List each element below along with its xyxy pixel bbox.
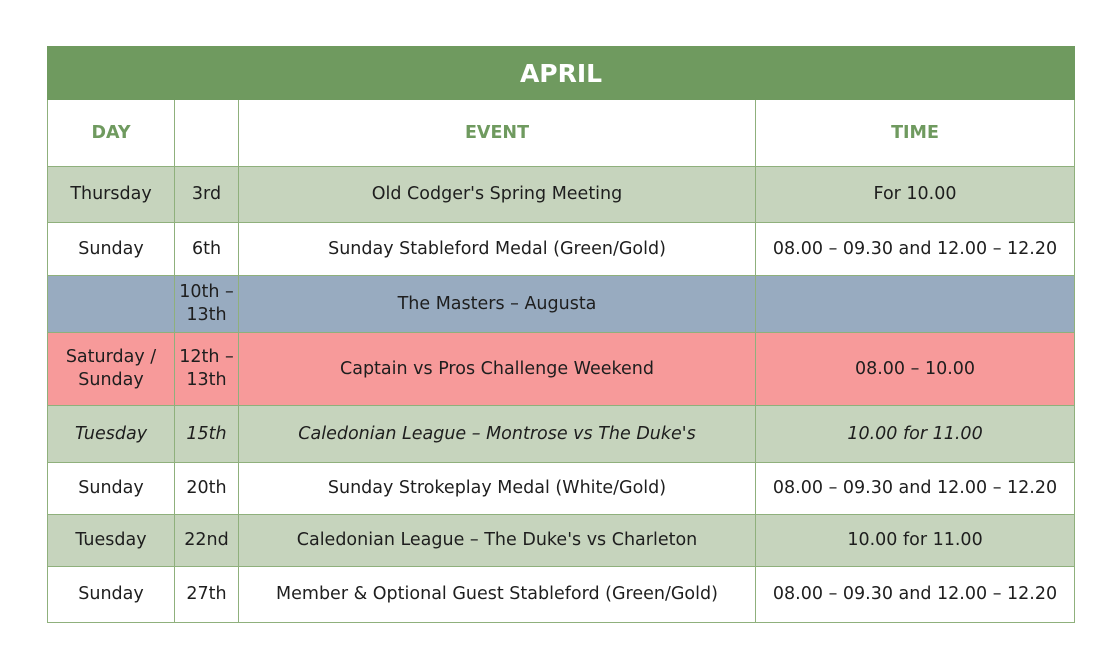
april-schedule-table (47, 46, 1075, 623)
column-header-row (48, 100, 1075, 167)
day-cell: Tuesday (48, 406, 175, 463)
day-cell: Thursday (48, 167, 175, 223)
table-row (48, 567, 1075, 623)
column-header-day: DAY (48, 100, 175, 167)
day-cell: Tuesday (48, 515, 175, 567)
time-cell: 08.00 – 09.30 and 12.00 – 12.20 (756, 463, 1075, 515)
day-cell: Sunday (48, 567, 175, 623)
event-cell: Caledonian League – The Duke's vs Charleton (239, 515, 756, 567)
table-row (48, 406, 1075, 463)
day-cell: Sunday (48, 223, 175, 276)
time-cell: For 10.00 (756, 167, 1075, 223)
date-cell: 10th – 13th (175, 276, 239, 333)
time-cell: 10.00 for 11.00 (756, 406, 1075, 463)
date-cell: 12th – 13th (175, 333, 239, 406)
table-row (48, 333, 1075, 406)
date-cell: 22nd (175, 515, 239, 567)
event-cell: The Masters – Augusta (239, 276, 756, 333)
time-cell: 08.00 – 09.30 and 12.00 – 12.20 (756, 567, 1075, 623)
column-header-event: EVENT (239, 100, 756, 167)
event-cell: Sunday Strokeplay Medal (White/Gold) (239, 463, 756, 515)
day-cell (48, 276, 175, 333)
table-row (48, 223, 1075, 276)
day-cell: Sunday (48, 463, 175, 515)
date-cell: 3rd (175, 167, 239, 223)
table-row (48, 515, 1075, 567)
column-header-date (175, 100, 239, 167)
time-cell: 08.00 – 10.00 (756, 333, 1075, 406)
event-cell: Caledonian League – Montrose vs The Duke's (239, 406, 756, 463)
column-header-time: TIME (756, 100, 1075, 167)
date-cell: 20th (175, 463, 239, 515)
day-cell: Saturday / Sunday (48, 333, 175, 406)
event-cell: Member & Optional Guest Stableford (Green/Gold) (239, 567, 756, 623)
time-cell (756, 276, 1075, 333)
month-title: APRIL (48, 47, 1075, 100)
time-cell: 10.00 for 11.00 (756, 515, 1075, 567)
table-row (48, 276, 1075, 333)
event-cell: Captain vs Pros Challenge Weekend (239, 333, 756, 406)
time-cell: 08.00 – 09.30 and 12.00 – 12.20 (756, 223, 1075, 276)
month-header-row (48, 47, 1075, 100)
date-cell: 15th (175, 406, 239, 463)
table-row (48, 167, 1075, 223)
event-cell: Old Codger's Spring Meeting (239, 167, 756, 223)
event-cell: Sunday Stableford Medal (Green/Gold) (239, 223, 756, 276)
date-cell: 6th (175, 223, 239, 276)
table-row (48, 463, 1075, 515)
date-cell: 27th (175, 567, 239, 623)
